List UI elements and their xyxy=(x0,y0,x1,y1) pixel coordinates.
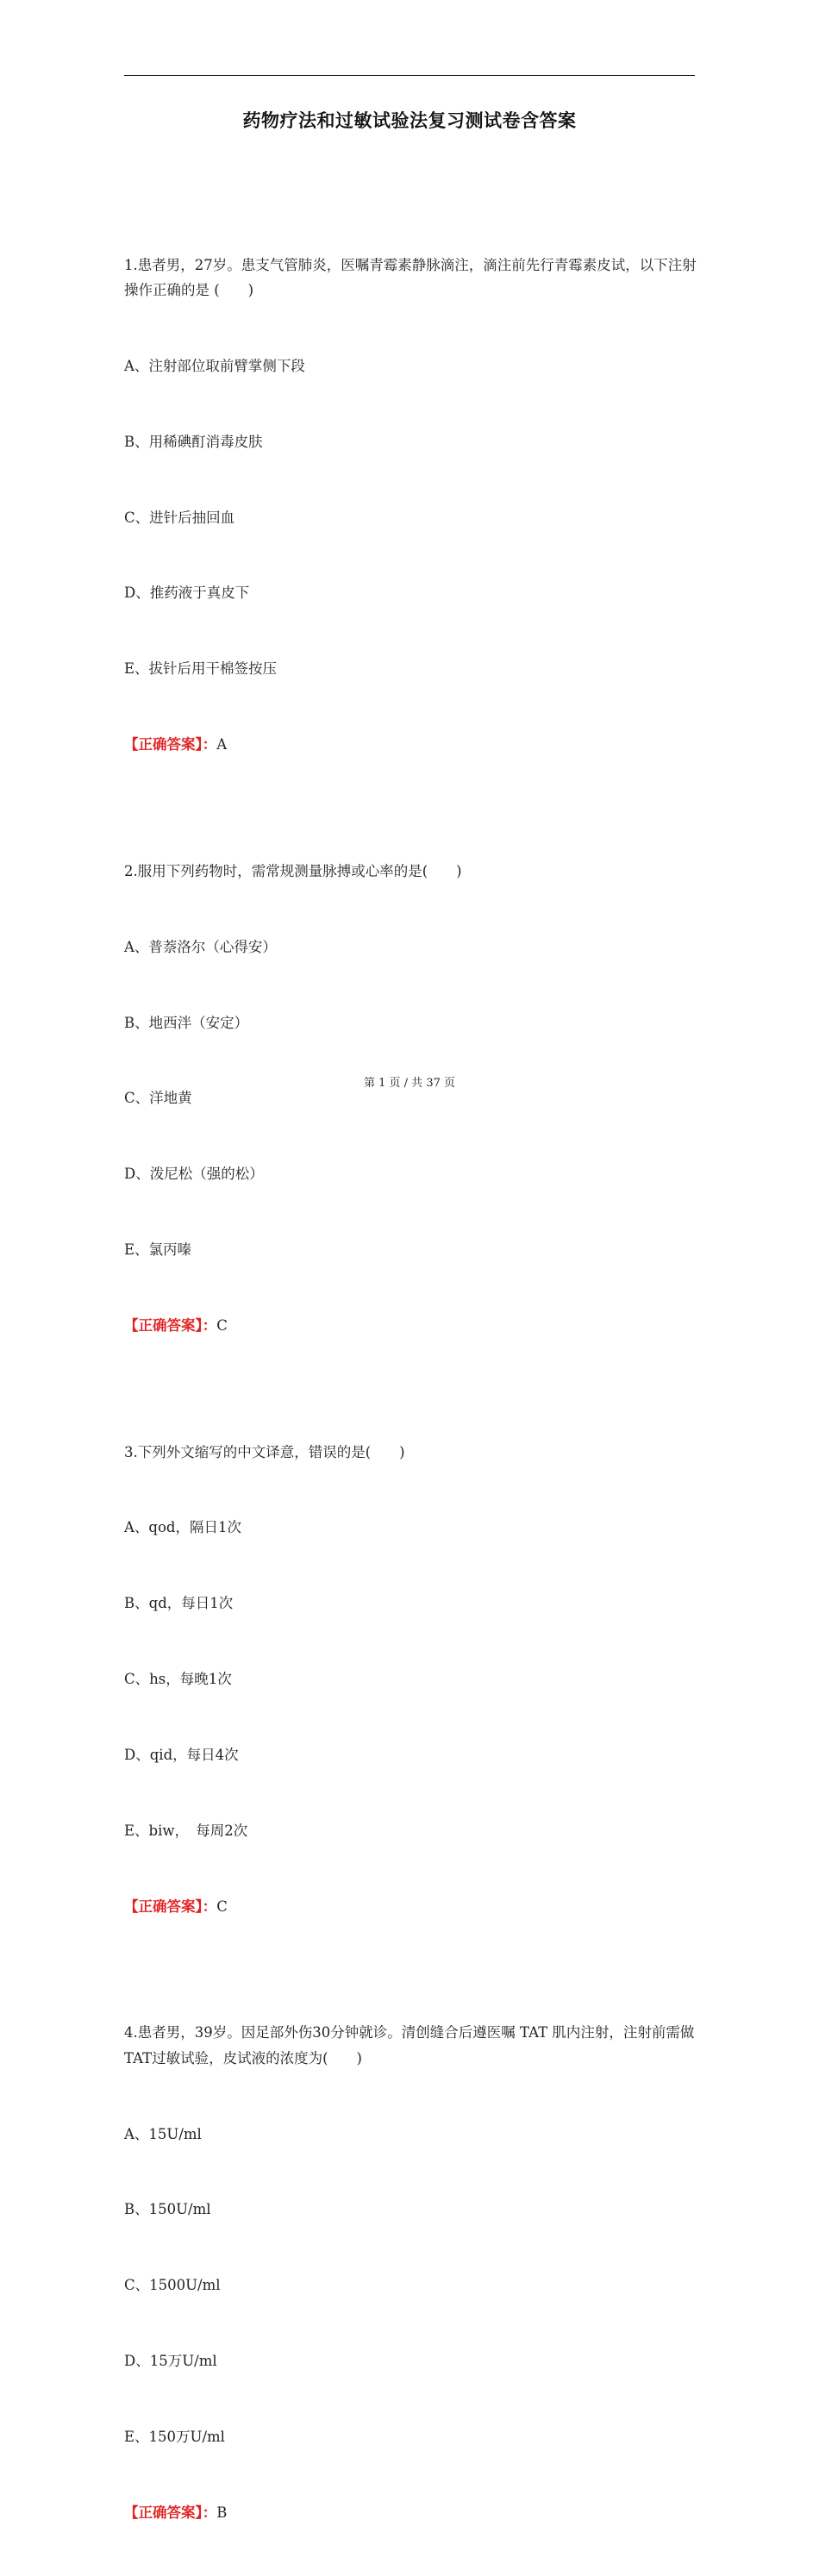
question-stem: 1.患者男，27岁。患支气管肺炎，医嘱青霉素静脉滴注，滴注前先行青霉素皮试，以下注射操作正确的是 ( ) xyxy=(124,256,697,298)
question-list xyxy=(124,202,697,2576)
question-1 xyxy=(124,202,697,808)
option-d: D、泼尼松（强的松） xyxy=(124,1166,264,1183)
document-title: 药物疗法和过敏试验法复习测试卷含答案 xyxy=(242,109,577,131)
question-stem: 3.下列外文缩写的中文译意，错误的是( ) xyxy=(124,1443,405,1460)
option-d: D、推药液于真皮下 xyxy=(124,585,250,602)
option-a: A、注射部位取前臂掌侧下段 xyxy=(124,357,305,374)
answer-line xyxy=(124,1313,697,1338)
option-b: B、qd，每日1次 xyxy=(124,1595,234,1612)
answer-line xyxy=(124,1894,697,1919)
answer-line xyxy=(124,732,697,757)
question-stem: 4.患者男，39岁。因足部外伤30分钟就诊。清创缝合后遵医嘱 TAT 肌内注射，注射前需做 TAT过敏试验，皮试液的浓度为( ) xyxy=(124,2024,699,2066)
option-b: B、地西泮（安定） xyxy=(124,1014,249,1031)
option-c: C、hs，每晚1次 xyxy=(124,1671,232,1688)
option-d: D、qid，每日4次 xyxy=(124,1747,239,1764)
answer-label: 【正确答案】： xyxy=(124,2504,217,2522)
option-e: E、biw， 每周2次 xyxy=(124,1823,248,1839)
answer-label: 【正确答案】： xyxy=(124,1317,217,1335)
answer-line xyxy=(124,2500,697,2525)
option-b: B、150U/ml xyxy=(124,2201,211,2218)
option-a: A、qod，隔日1次 xyxy=(124,1519,241,1536)
question-3 xyxy=(124,1389,697,1970)
answer-value: C xyxy=(216,1898,228,1915)
answer-value: C xyxy=(216,1317,228,1335)
question-4 xyxy=(124,1970,697,2576)
question-stem: 2.服用下列药物时，需常规测量脉搏或心率的是( ) xyxy=(124,862,462,879)
answer-value: A xyxy=(216,736,228,753)
option-e: E、150万U/ml xyxy=(124,2429,225,2446)
answer-value: B xyxy=(216,2504,228,2522)
option-a: A、普萘洛尔（心得安） xyxy=(124,938,277,955)
option-c: C、进针后抽回血 xyxy=(124,509,235,526)
option-c: C、洋地黄 xyxy=(124,1090,192,1107)
option-b: B、用稀碘酊消毒皮肤 xyxy=(124,433,263,450)
question-2 xyxy=(124,808,697,1389)
answer-label: 【正确答案】： xyxy=(124,736,217,753)
option-c: C、1500U/ml xyxy=(124,2277,221,2294)
header-rule xyxy=(124,75,695,76)
option-e: E、氯丙嗪 xyxy=(124,1241,192,1259)
option-d: D、15万U/ml xyxy=(124,2353,217,2370)
answer-label: 【正确答案】： xyxy=(124,1898,217,1915)
page-number: 第 1 页 / 共 37 页 xyxy=(364,1077,455,1090)
option-e: E、拔针后用干棉签按压 xyxy=(124,660,278,678)
option-a: A、15U/ml xyxy=(124,2125,202,2142)
